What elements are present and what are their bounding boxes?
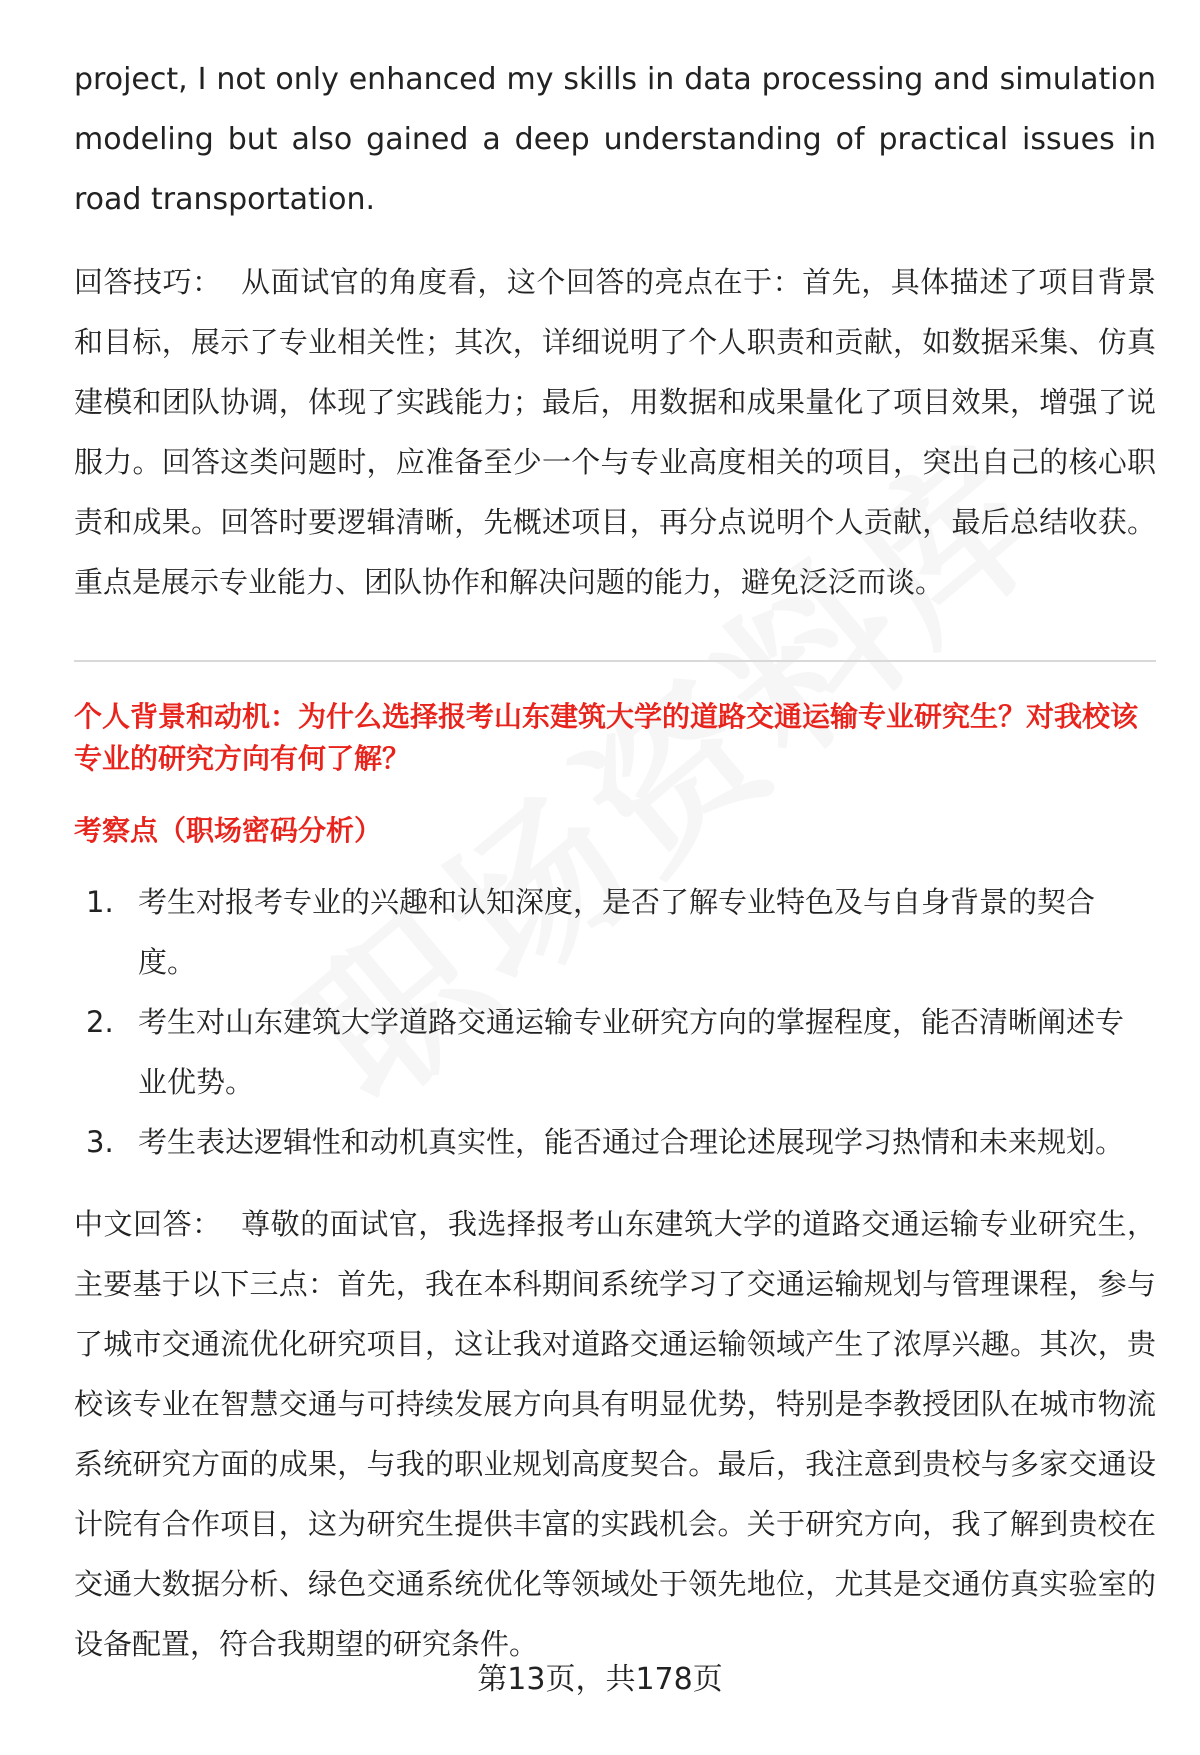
intro-continuation-paragraph: project, I not only enhanced my skills in data processing and simulation modeling but also gained a deep understanding of practical issues in road transportation.	[74, 62, 1156, 217]
list-item-text: 考生对山东建筑大学道路交通运输专业研究方向的掌握程度，能否清晰阐述专业优势。	[138, 1005, 1125, 1099]
answer-tips-paragraph	[74, 252, 1156, 612]
list-item	[74, 1112, 1156, 1172]
answer-tips-text: 从面试官的角度看，这个回答的亮点在于：首先，具体描述了项目背景和目标，展示了专业相关性；其次，详细说明了个人职责和贡献，如数据采集、仿真建模和团队协调，体现了实践能力；最后，用数据和成果量化了项目效果，增强了说服力。回答这类问题时，应准备至少一个与专业高度相关的项目，突出自己的核心职责和成果。回答时要逻辑清晰，先概述项目，再分点说明个人贡献，最后总结收获。重点是展示专业能力、团队协作和解决问题的能力，避免泛泛而谈。	[74, 265, 1156, 599]
list-item-number: 1.	[86, 885, 114, 919]
list-item-text: 考生表达逻辑性和动机真实性，能否通过合理论述展现学习热情和未来规划。	[138, 1125, 1125, 1159]
question-heading: 个人背景和动机：为什么选择报考山东建筑大学的道路交通运输专业研究生？对我校该专业的研究方向有何了解？	[74, 700, 1139, 775]
chinese-answer-label: 中文回答：	[74, 1207, 222, 1241]
list-item	[74, 992, 1156, 1112]
list-item-number: 3.	[86, 1125, 114, 1159]
chinese-answer-paragraph	[74, 1194, 1156, 1674]
document-page	[74, 50, 1156, 1674]
list-item-number: 2.	[86, 1005, 114, 1039]
section-divider	[74, 660, 1156, 662]
answer-tips-label: 回答技巧：	[74, 265, 222, 299]
assessment-points-list	[74, 872, 1156, 1172]
assessment-heading: 考察点（职场密码分析）	[74, 814, 383, 847]
chinese-answer-text: 尊敬的面试官，我选择报考山东建筑大学的道路交通运输专业研究生，主要基于以下三点：首先，我在本科期间系统学习了交通运输规划与管理课程，参与了城市交通流优化研究项目，这让我对道路交通运输领域产生了浓厚兴趣。其次，贵校该专业在智慧交通与可持续发展方向具有明显优势，特别是李教授团队在城市物流系统研究方面的成果，与我的职业规划高度契合。最后，我注意到贵校与多家交通设计院有合作项目，这为研究生提供丰富的实践机会。关于研究方向，我了解到贵校在交通大数据分析、绿色交通系统优化等领域处于领先地位，尤其是交通仿真实验室的设备配置，符合我期望的研究条件。	[74, 1207, 1156, 1661]
page-number-footer: 第13页，共178页	[477, 1662, 723, 1697]
list-item-text: 考生对报考专业的兴趣和认知深度，是否了解专业特色及与自身背景的契合度。	[138, 885, 1096, 979]
list-item	[74, 872, 1156, 992]
